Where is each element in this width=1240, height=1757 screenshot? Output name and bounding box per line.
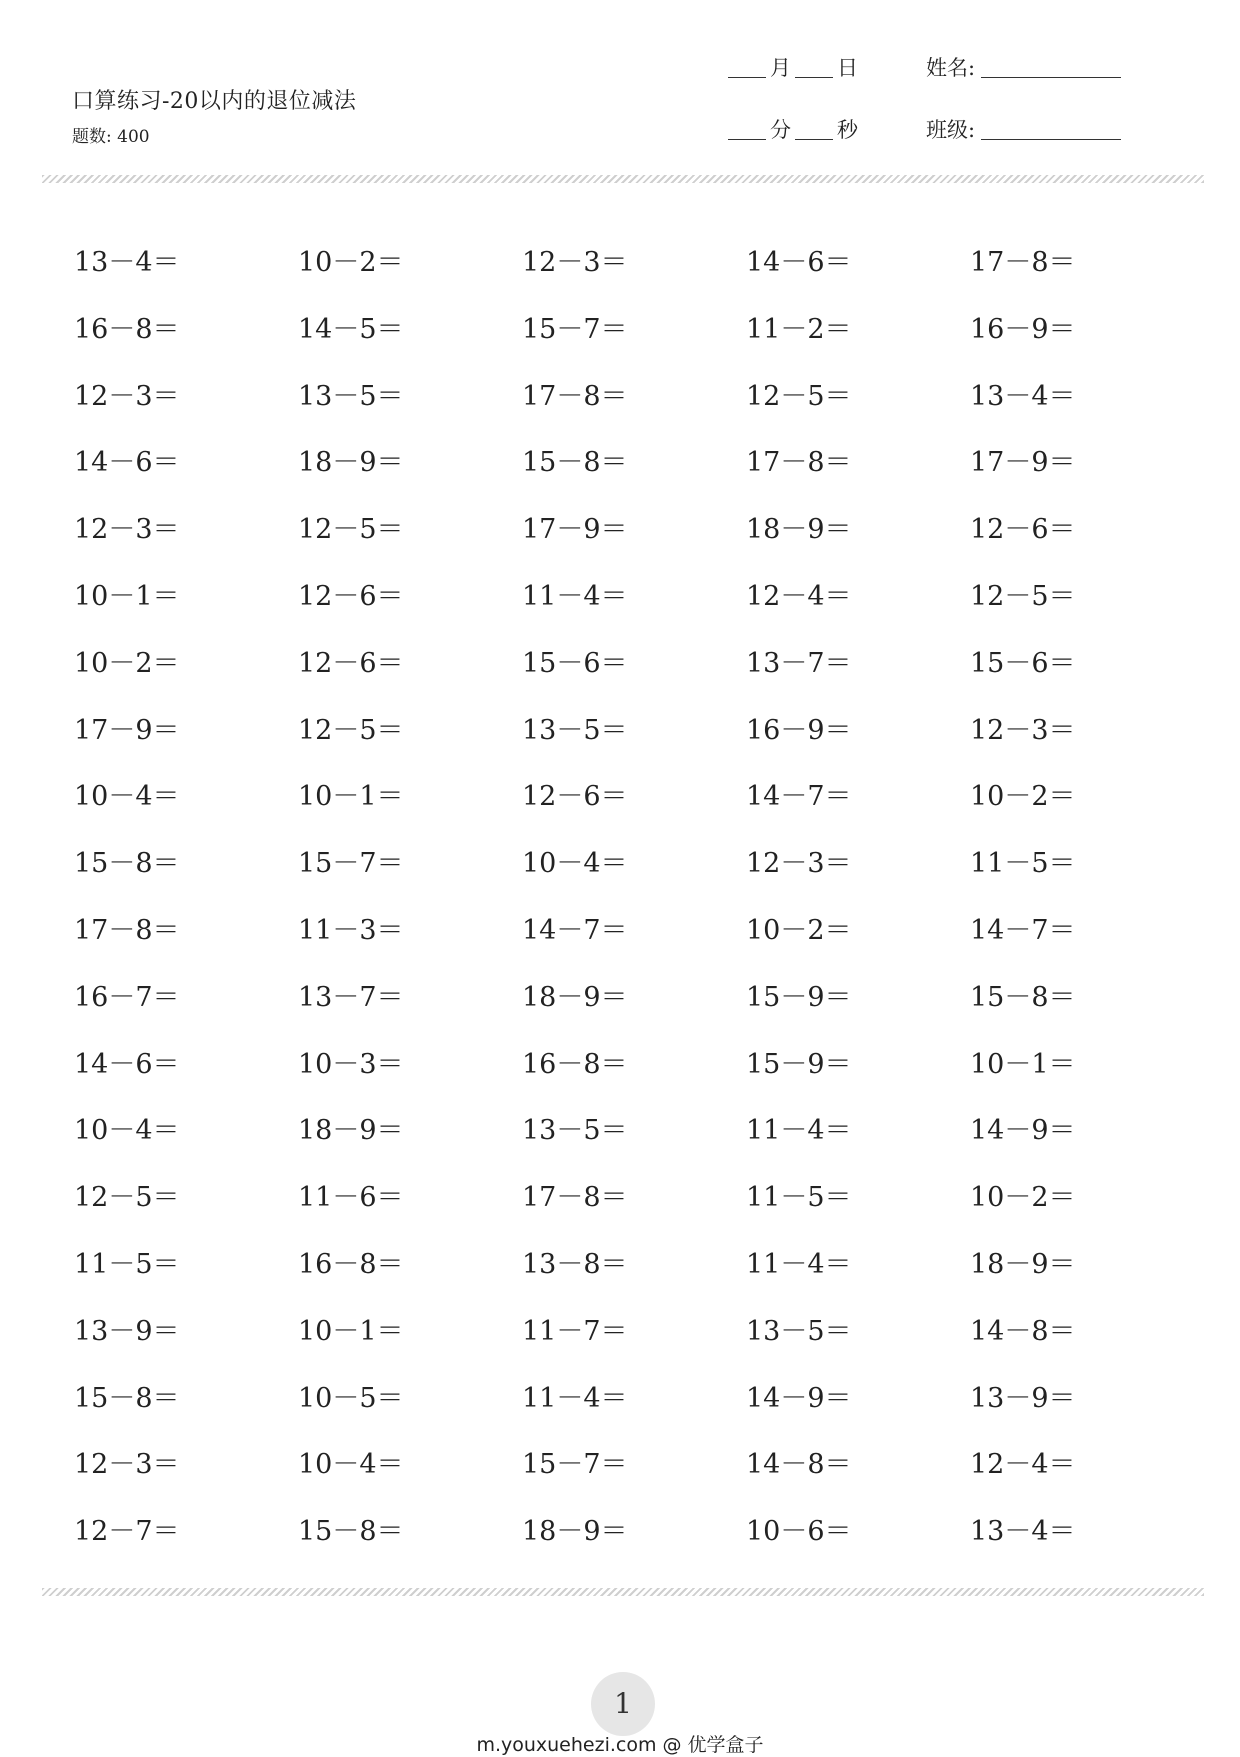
problem-item: 10－2＝ xyxy=(298,247,404,278)
problem-item: 15－7＝ xyxy=(298,848,404,880)
problem-item: 10－4＝ xyxy=(74,1115,180,1147)
problem-item: 15－8＝ xyxy=(74,848,180,880)
problem-item: 18－9＝ xyxy=(746,514,852,546)
problem-item: 11－2＝ xyxy=(746,313,852,345)
problem-item: 11－4＝ xyxy=(746,1115,852,1147)
problem-item: 18－9＝ xyxy=(522,1516,628,1548)
problem-item: 15－9＝ xyxy=(746,981,852,1013)
problem-item: 14－8＝ xyxy=(970,1315,1076,1347)
problem-item: 12－3＝ xyxy=(74,514,180,546)
problem-item: 15－7＝ xyxy=(522,313,628,345)
problem-item: 10－2＝ xyxy=(970,781,1076,813)
problem-item: 12－5＝ xyxy=(746,380,852,412)
month-label: 月 xyxy=(770,56,791,80)
problem-item: 16－9＝ xyxy=(746,714,852,746)
problem-item: 10－2＝ xyxy=(746,915,852,946)
problem-item: 15－8＝ xyxy=(74,1382,180,1414)
problem-item: 14－7＝ xyxy=(522,915,628,946)
name-blank xyxy=(981,77,1121,78)
problem-item: 11－5＝ xyxy=(970,848,1076,880)
problem-item: 16－8＝ xyxy=(298,1249,404,1280)
problem-item: 14－5＝ xyxy=(298,313,404,345)
page-number: 1 xyxy=(591,1672,655,1736)
problem-item: 14－6＝ xyxy=(74,1048,180,1080)
problem-item: 10－2＝ xyxy=(74,647,180,679)
problem-item: 12－6＝ xyxy=(970,514,1076,546)
second-label: 秒 xyxy=(837,118,858,142)
problem-item: 11－4＝ xyxy=(522,581,628,612)
problem-item: 15－6＝ xyxy=(522,647,628,679)
minute-blank xyxy=(728,139,766,140)
footer-site: m.youxuehezi.com @ 优学盒子 xyxy=(476,1734,764,1756)
date-field xyxy=(728,52,858,82)
problem-item: 12－5＝ xyxy=(298,514,404,546)
problem-item: 12－4＝ xyxy=(970,1449,1076,1481)
problem-item: 12－3＝ xyxy=(522,247,628,278)
problem-item: 10－6＝ xyxy=(746,1516,852,1548)
worksheet-title: 口算练习-20以内的退位减法 xyxy=(72,89,357,114)
problem-item: 12－6＝ xyxy=(298,581,404,612)
problem-item: 10－1＝ xyxy=(298,1315,404,1347)
second-blank xyxy=(795,139,833,140)
problem-item: 13－5＝ xyxy=(522,714,628,746)
problem-item: 10－1＝ xyxy=(74,581,180,612)
problem-item: 14－8＝ xyxy=(746,1449,852,1481)
problem-item: 11－6＝ xyxy=(298,1182,404,1214)
problem-item: 13－5＝ xyxy=(522,1115,628,1147)
bottom-divider xyxy=(42,1588,1204,1596)
problem-item: 13－7＝ xyxy=(298,981,404,1013)
name-field xyxy=(926,52,1121,82)
problem-item: 17－8＝ xyxy=(522,380,628,412)
problem-item: 13－5＝ xyxy=(298,380,404,412)
time-field xyxy=(728,114,858,144)
problem-item: 13－4＝ xyxy=(74,247,180,278)
problem-item: 13－9＝ xyxy=(970,1382,1076,1414)
problem-item: 14－9＝ xyxy=(746,1382,852,1414)
problem-item: 14－7＝ xyxy=(746,781,852,813)
month-blank xyxy=(728,77,766,78)
problem-item: 14－9＝ xyxy=(970,1115,1076,1147)
problem-item: 16－7＝ xyxy=(74,981,180,1013)
problem-item: 16－9＝ xyxy=(970,313,1076,345)
problem-item: 12－7＝ xyxy=(74,1516,180,1548)
problem-item: 17－8＝ xyxy=(746,447,852,479)
problem-item: 12－5＝ xyxy=(298,714,404,746)
problem-item: 17－9＝ xyxy=(522,514,628,546)
problem-item: 10－4＝ xyxy=(298,1449,404,1481)
class-blank xyxy=(981,139,1121,140)
problem-item: 11－5＝ xyxy=(746,1182,852,1214)
problem-item: 13－4＝ xyxy=(970,380,1076,412)
problem-item: 15－8＝ xyxy=(298,1516,404,1548)
problem-item: 14－6＝ xyxy=(74,447,180,479)
problem-item: 16－8＝ xyxy=(74,313,180,345)
problem-item: 10－4＝ xyxy=(522,848,628,880)
problem-item: 13－4＝ xyxy=(970,1516,1076,1548)
problem-item: 10－2＝ xyxy=(970,1182,1076,1214)
problem-item: 18－9＝ xyxy=(970,1249,1076,1280)
problem-item: 12－3＝ xyxy=(746,848,852,880)
problem-item: 12－3＝ xyxy=(970,714,1076,746)
problem-item: 17－8＝ xyxy=(970,247,1076,278)
problem-item: 17－9＝ xyxy=(970,447,1076,479)
problem-item: 13－8＝ xyxy=(522,1249,628,1280)
problem-item: 12－3＝ xyxy=(74,380,180,412)
class-field xyxy=(926,114,1121,144)
problem-item: 15－8＝ xyxy=(522,447,628,479)
problem-item: 12－6＝ xyxy=(522,781,628,813)
top-divider xyxy=(42,175,1204,183)
problem-item: 16－8＝ xyxy=(522,1048,628,1080)
problem-item: 15－6＝ xyxy=(970,647,1076,679)
problem-item: 10－1＝ xyxy=(298,781,404,813)
problem-item: 15－7＝ xyxy=(522,1449,628,1481)
problem-item: 12－5＝ xyxy=(970,581,1076,612)
problem-item: 10－4＝ xyxy=(74,781,180,813)
problem-item: 17－9＝ xyxy=(74,714,180,746)
problem-item: 11－7＝ xyxy=(522,1315,628,1347)
problem-item: 12－6＝ xyxy=(298,647,404,679)
problem-item: 10－3＝ xyxy=(298,1048,404,1080)
problem-item: 11－4＝ xyxy=(522,1382,628,1414)
problem-count: 题数: 400 xyxy=(72,127,150,147)
day-label: 日 xyxy=(837,56,858,80)
problem-item: 11－5＝ xyxy=(74,1249,180,1280)
problem-item: 12－4＝ xyxy=(746,581,852,612)
problem-item: 17－8＝ xyxy=(74,915,180,946)
problem-item: 15－8＝ xyxy=(970,981,1076,1013)
problem-item: 14－6＝ xyxy=(746,247,852,278)
problem-item: 10－5＝ xyxy=(298,1382,404,1414)
problem-item: 13－7＝ xyxy=(746,647,852,679)
problem-item: 12－3＝ xyxy=(74,1449,180,1481)
problem-item: 15－9＝ xyxy=(746,1048,852,1080)
day-blank xyxy=(795,77,833,78)
problem-item: 10－1＝ xyxy=(970,1048,1076,1080)
problem-item: 18－9＝ xyxy=(522,981,628,1013)
problem-item: 18－9＝ xyxy=(298,447,404,479)
problem-item: 13－5＝ xyxy=(746,1315,852,1347)
name-label: 姓名: xyxy=(926,56,976,80)
problem-item: 11－4＝ xyxy=(746,1249,852,1280)
problem-item: 18－9＝ xyxy=(298,1115,404,1147)
problem-item: 13－9＝ xyxy=(74,1315,180,1347)
problem-item: 14－7＝ xyxy=(970,915,1076,946)
class-label: 班级: xyxy=(926,118,976,142)
minute-label: 分 xyxy=(770,118,791,142)
problem-item: 17－8＝ xyxy=(522,1182,628,1214)
problem-item: 12－5＝ xyxy=(74,1182,180,1214)
problem-item: 11－3＝ xyxy=(298,915,404,946)
